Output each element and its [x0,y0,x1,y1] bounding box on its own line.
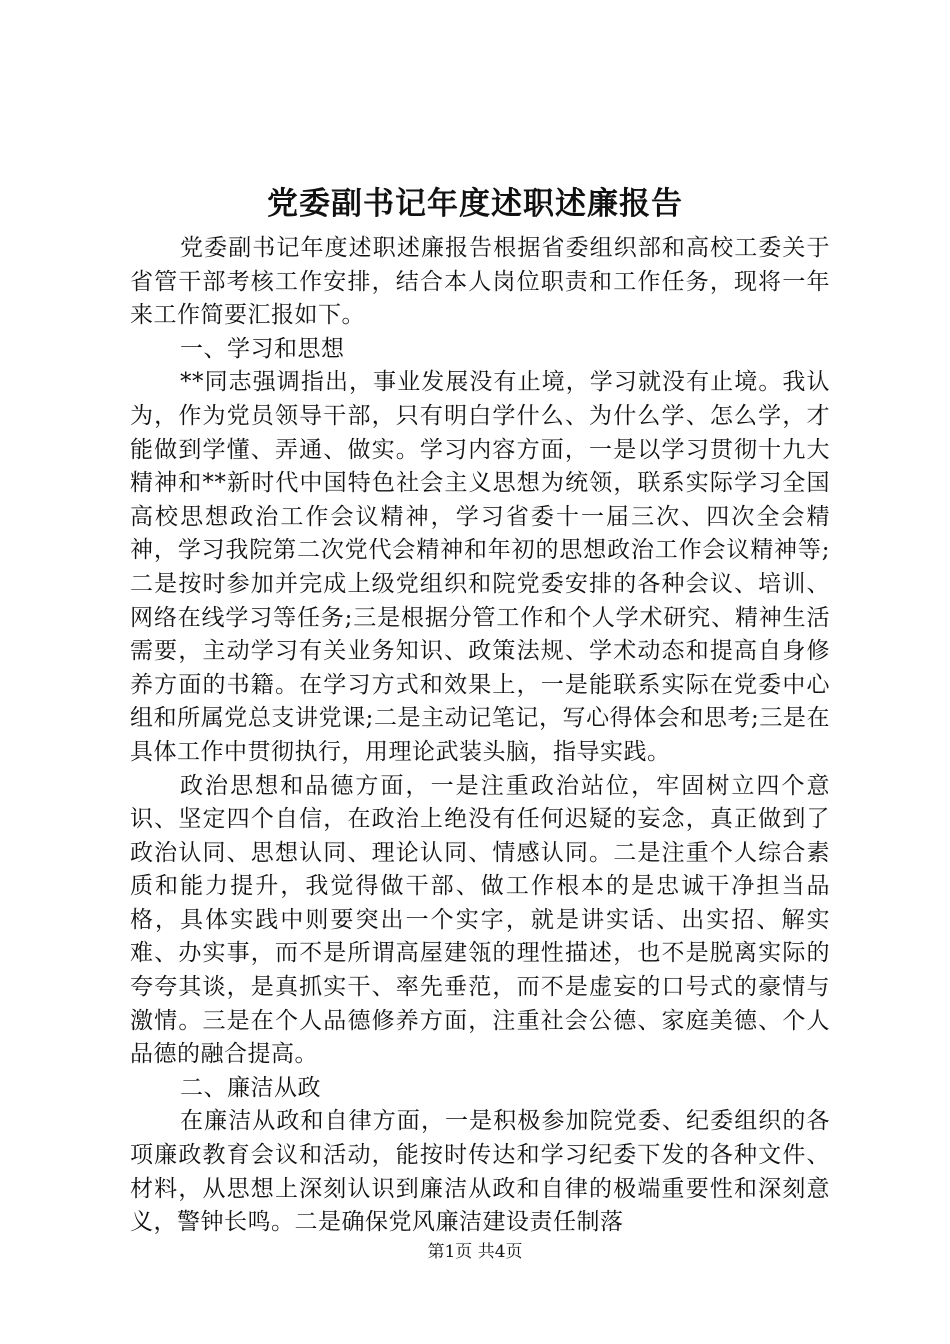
page-footer: 第1页 共4页 [427,1242,523,1262]
paragraph-political: 政治思想和品德方面，一是注重政治站位，牢固树立四个意识、坚定四个自信，在政治上绝没有任何迟疑的妄念，真正做到了政治认同、思想认同、理论认同、情感认同。二是注重个人综合素质和能力提升，我觉得做干部、做工作根本的是忠诚干净担当品格，具体实践中则要突出一个实字，就是讲实话、出实招、解实难、办实事，而不是所谓高屋建瓴的理性描述，也不是脱离实际的夸夸其谈，是真抓实干、率先垂范，而不是虚妄的口号式的豪情与激情。三是在个人品德修养方面，注重社会公德、家庭美德、个人品德的融合提高。 [130,772,830,1068]
paragraph-intro: 党委副书记年度述职述廉报告根据省委组织部和高校工委关于省管干部考核工作安排，结合本人岗位职责和工作任务，现将一年来工作简要汇报如下。 [130,235,830,329]
section-heading-study: 一、学习和思想 [180,335,345,362]
document-title: 党委副书记年度述职述廉报告 [267,186,683,222]
section-heading-integrity: 二、廉洁从政 [180,1074,321,1101]
document-body [130,232,830,1240]
paragraph-study: **同志强调指出，事业发展没有止境，学习就没有止境。我认为，作为党员领导干部，只有明白学什么、为什么学、怎么学，才能做到学懂、弄通、做实。学习内容方面，一是以学习贯彻十九大精神和**新时代中国特色社会主义思想为统领，联系实际学习全国高校思想政治工作会议精神，学习省委十一届三次、四次全会精神，学习我院第二次党代会精神和年初的思想政治工作会议精神等;二是按时参加并完成上级党组织和院党委安排的各种会议、培训、网络在线学习等任务;三是根据分管工作和个人学术研究、精神生活需要，主动学习有关业务知识、政策法规、学术动态和提高自身修养方面的书籍。在学习方式和效果上，一是能联系实际在党委中心组和所属党总支讲党课;二是主动记笔记，写心得体会和思考;三是在具体工作中贯彻执行，用理论武装头脑，指导实践。 [130,369,830,765]
paragraph-integrity: 在廉洁从政和自律方面，一是积极参加院党委、纪委组织的各项廉政教育会议和活动，能按时传达和学习纪委下发的各种文件、材料，从思想上深刻认识到廉洁从政和自律的极端重要性和深刻意义，警钟长鸣。二是确保党风廉洁建设责任制落 [130,1108,830,1236]
